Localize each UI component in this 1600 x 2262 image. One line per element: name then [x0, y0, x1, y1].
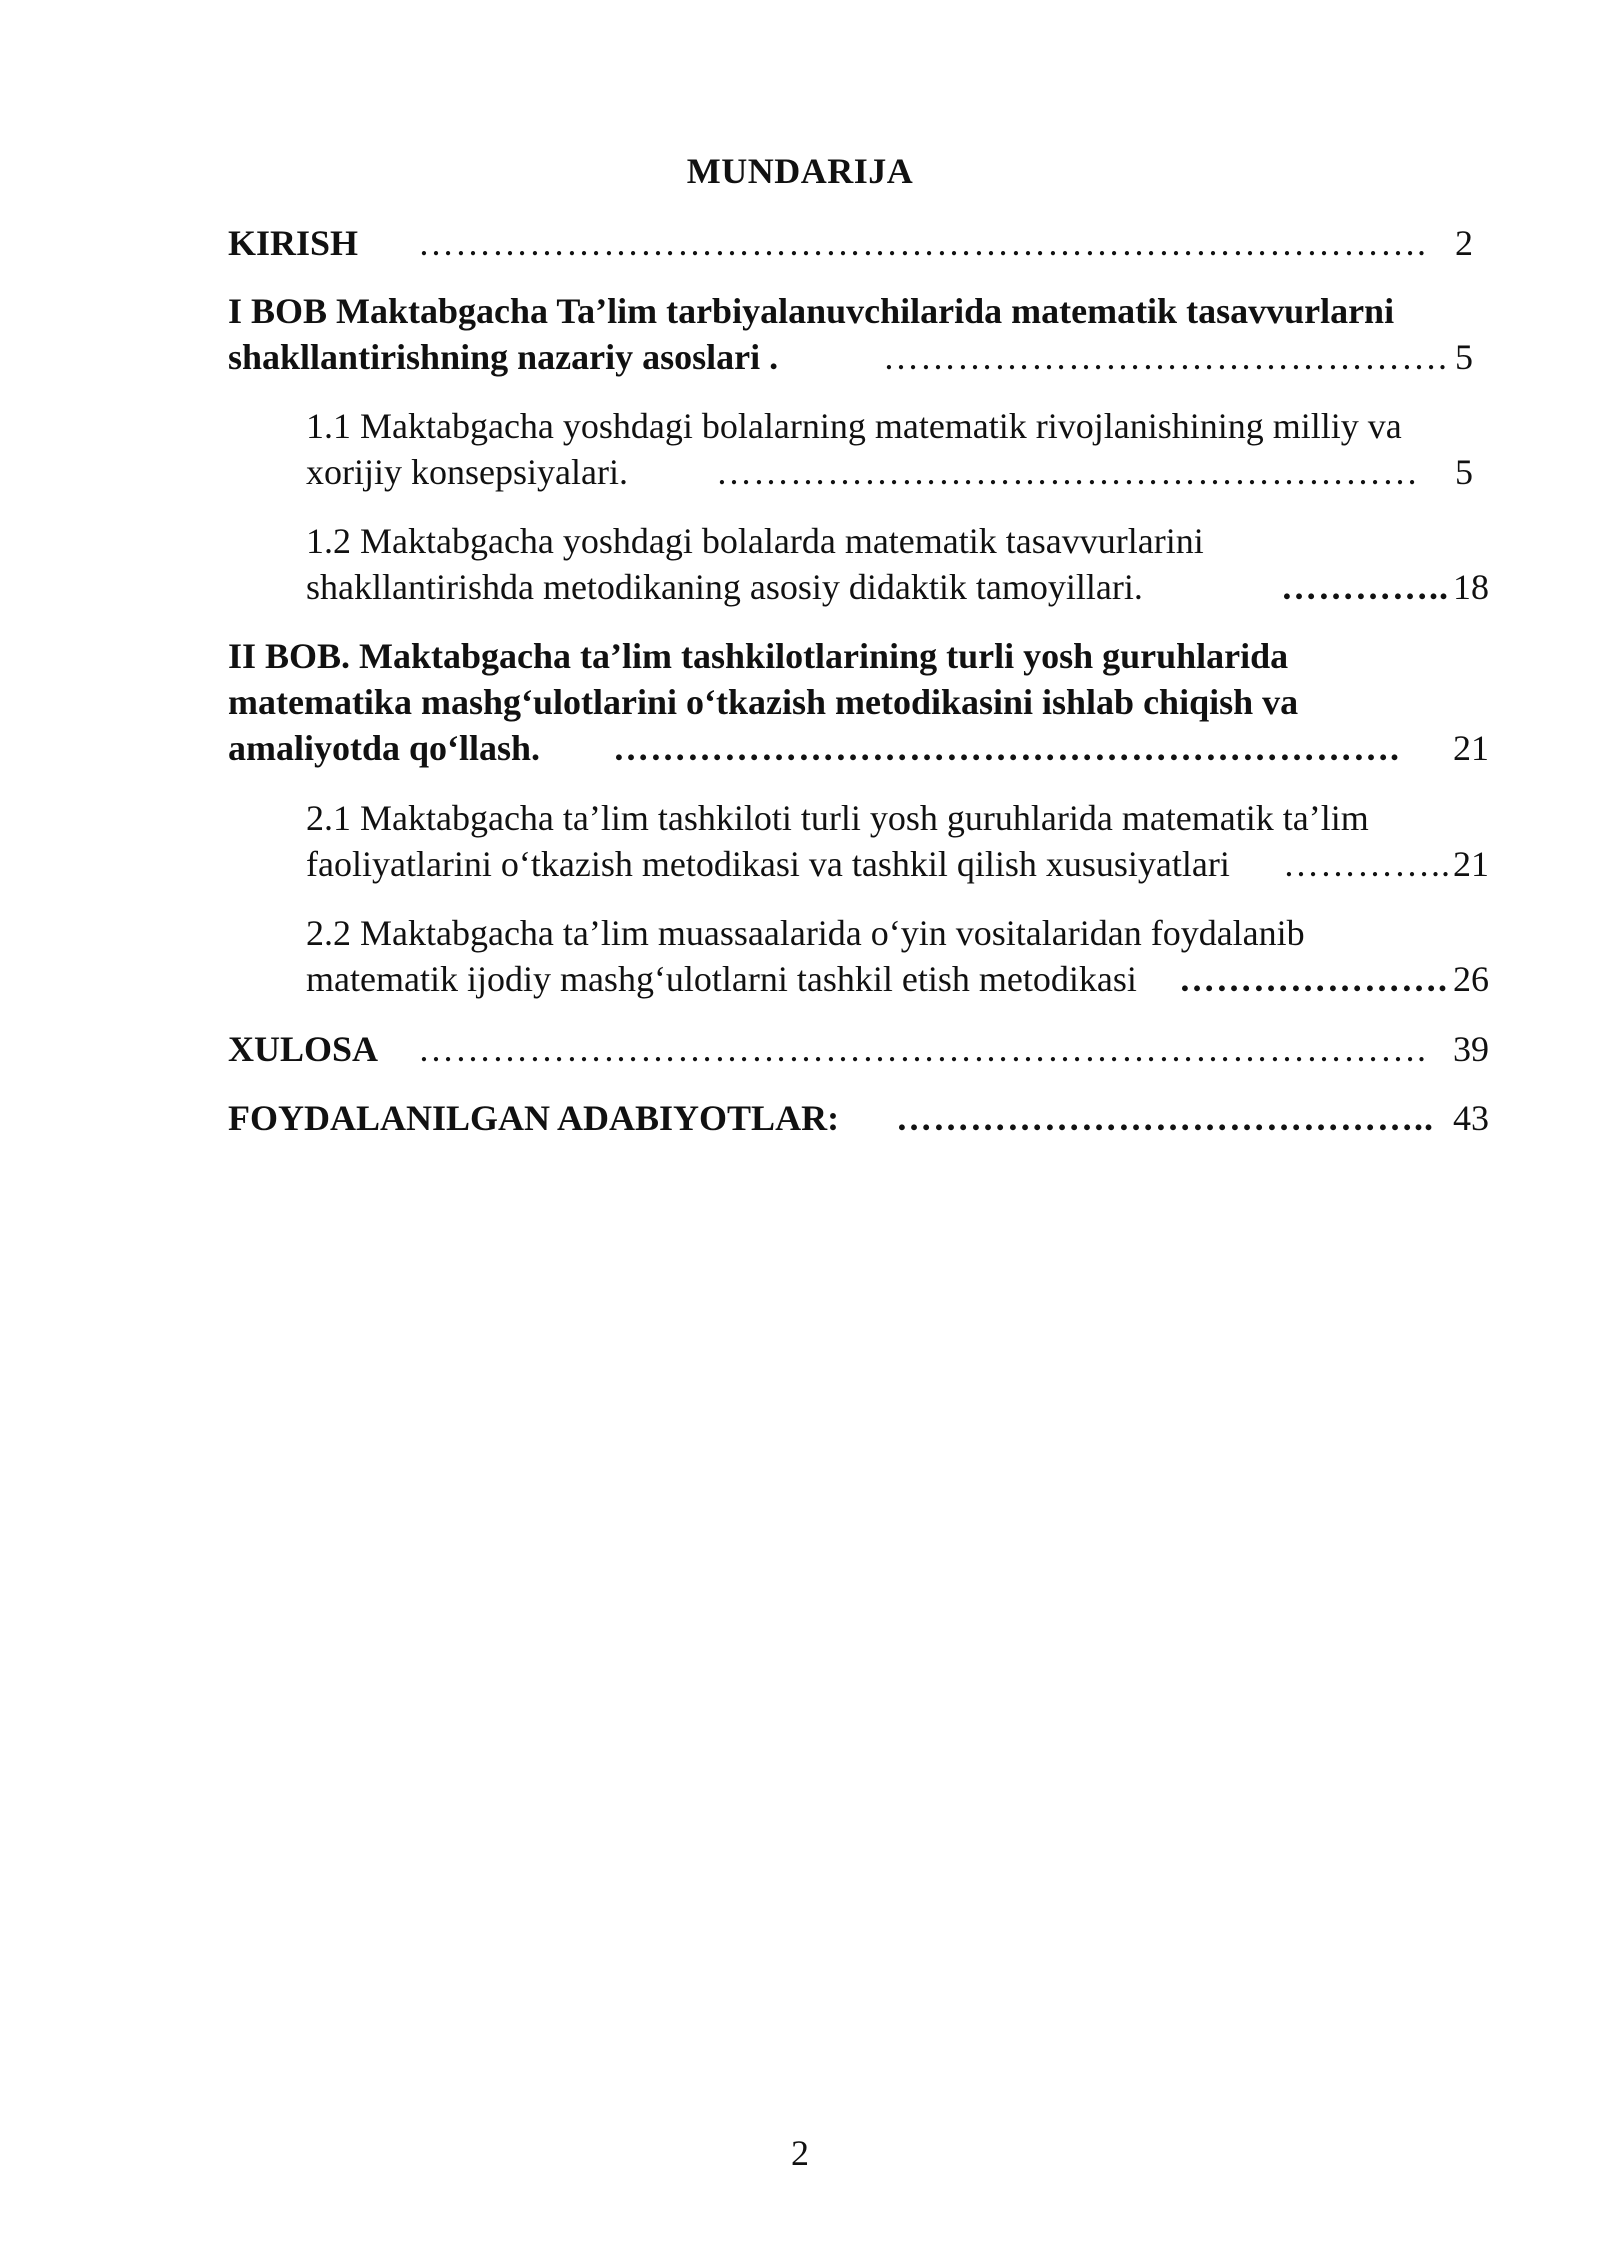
toc-page-number: 26 — [1453, 959, 1489, 999]
toc-entry-title: KIRISH — [228, 223, 359, 263]
toc-page-number: 21 — [1453, 728, 1489, 768]
toc-leader-dots: …………………………………….. — [896, 1098, 1434, 1138]
toc-leader-dots: ………………………………………………… — [716, 452, 1419, 492]
toc-entry-title-line: I BOB Maktabgacha Ta’lim tarbiyalanuvchilarida matematik tasavvurlarni — [228, 291, 1395, 331]
toc-entry-title-line: shakllantirishning nazariy asoslari . — [228, 337, 779, 377]
toc-leader-dots: …………………. — [1179, 959, 1448, 999]
toc-entry-kirish — [228, 220, 1473, 266]
toc-entry-title: FOYDALANILGAN ADABIYOTLAR: — [228, 1098, 840, 1138]
toc-page-number: 18 — [1453, 567, 1489, 607]
toc-entry-title-line: 1.2 Maktabgacha yoshdagi bolalarda matematik tasavvurlarini — [306, 521, 1204, 561]
toc-entry-title: XULOSA — [228, 1029, 379, 1069]
toc-leader-dots: ………………………………………. — [883, 337, 1448, 377]
page-footer-number: 2 — [791, 2133, 809, 2173]
toc-entry-chapter-1 — [228, 288, 1473, 380]
toc-entry-references — [228, 1095, 1489, 1141]
toc-leader-dots: ………………………………………………………………………. — [418, 1029, 1427, 1069]
toc-page-number: 21 — [1453, 844, 1489, 884]
page-title: MUNDARIJA — [686, 151, 914, 191]
toc-entry-title-line: 2.2 Maktabgacha ta’lim muassaalarida o‘yin vositalaridan foydalanib — [306, 913, 1305, 953]
toc-leader-dots: ………………………………………………………. — [613, 728, 1400, 768]
toc-page-number: 5 — [1455, 452, 1473, 492]
toc-entry-title-line: II BOB. Maktabgacha ta’lim tashkilotlarining turli yosh guruhlarida — [228, 636, 1289, 676]
toc-entry-title-line: 1.1 Maktabgacha yoshdagi bolalarning matematik rivojlanishining milliy va — [306, 406, 1402, 446]
toc-leader-dots: ………….. — [1281, 567, 1449, 607]
toc-entry-title-line: xorijiy konsepsiyalari. — [306, 452, 628, 492]
toc-entry-title-line: matematika mashg‘ulotlarini o‘tkazish metodikasini ishlab chiqish va — [228, 682, 1299, 722]
toc-entry-title-line: 2.1 Maktabgacha ta’lim tashkiloti turli yosh guruhlarida matematik ta’lim — [306, 798, 1369, 838]
toc-leader-dots: ………….. — [1283, 844, 1451, 884]
toc-entry-section-2-1 — [306, 795, 1489, 887]
toc-entry-title-line: faoliyatlarini o‘tkazish metodikasi va tashkil qilish xususiyatlari — [306, 844, 1230, 884]
toc-entry-section-1-2 — [306, 518, 1489, 610]
toc-page-number: 2 — [1455, 223, 1473, 263]
toc-entry-section-1-1 — [306, 403, 1473, 495]
toc-entry-chapter-2 — [228, 633, 1489, 771]
toc-entry-title-line: amaliyotda qo‘llash. — [228, 728, 541, 768]
toc-entry-title-line: shakllantirishda metodikaning asosiy didaktik tamoyillari. — [306, 567, 1143, 607]
toc-entry-section-2-2 — [306, 910, 1489, 1002]
toc-page-number: 39 — [1453, 1029, 1489, 1069]
toc-entry-title-line: matematik ijodiy mashg‘ulotlarni tashkil etish metodikasi — [306, 959, 1137, 999]
toc-leader-dots: ………………………………………………………………………. — [418, 223, 1427, 263]
toc-page-number: 5 — [1455, 337, 1473, 377]
toc-entry-xulosa — [228, 1026, 1489, 1072]
toc-page-number: 43 — [1453, 1098, 1489, 1138]
